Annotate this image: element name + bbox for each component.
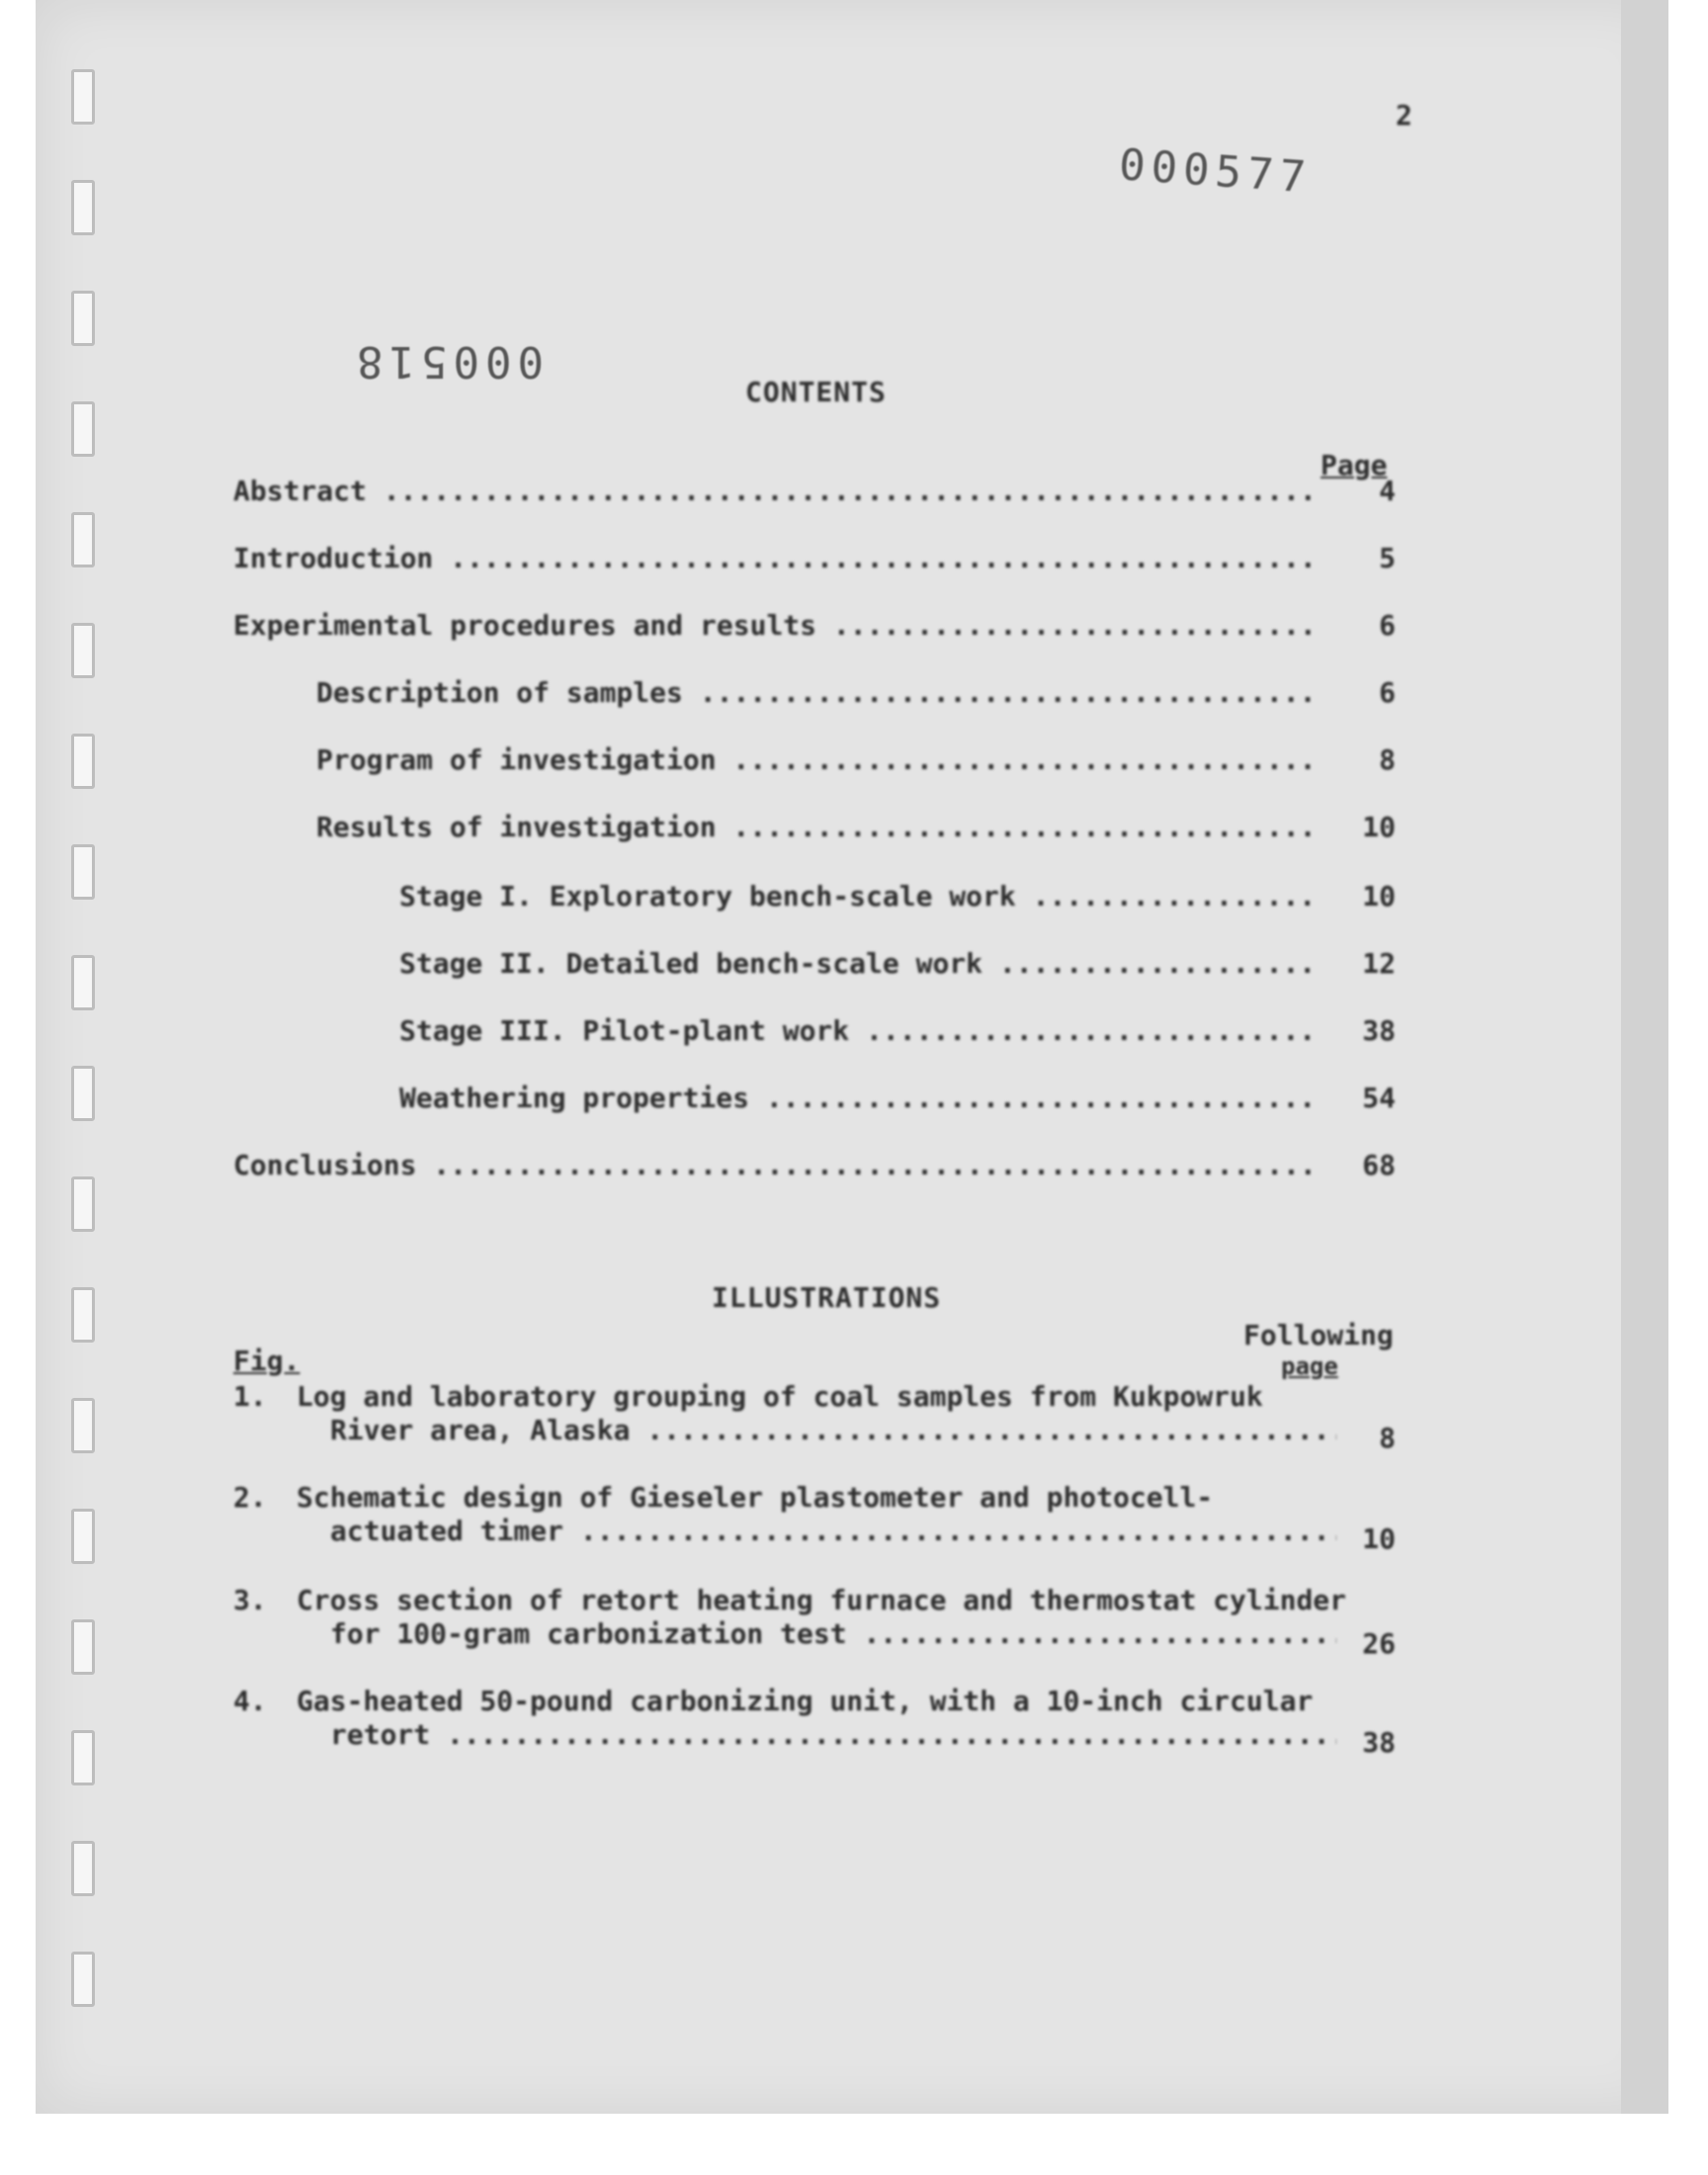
toc-entry-label: Conclusions .....	[233, 1149, 1321, 1181]
following-page-header-2: page	[1281, 1352, 1338, 1380]
figure-number: 2.	[233, 1481, 267, 1514]
binder-holes	[71, 0, 97, 2114]
binder-hole	[71, 180, 95, 235]
toc-entry	[233, 676, 1396, 716]
figure-caption-line1: Schematic design of Gieseler plastometer and photocell-	[297, 1481, 1214, 1514]
toc-entry-page: 54	[1362, 1082, 1396, 1114]
toc-entry-page: 8	[1379, 743, 1396, 776]
toc-entry-page: 12	[1362, 947, 1396, 980]
toc-entry-label: Description of samples .....	[316, 676, 1321, 709]
figure-number: 3.	[233, 1584, 267, 1616]
binder-hole	[71, 1509, 95, 1564]
binder-hole	[71, 1066, 95, 1121]
binder-hole	[71, 734, 95, 789]
figure-caption-line1: Log and laboratory grouping of coal samples from Kukpowruk	[297, 1380, 1263, 1413]
figure-caption-line2: for 100-gram carbonization test .....	[330, 1617, 1336, 1650]
following-page-header: Following	[1243, 1319, 1394, 1351]
binder-hole	[71, 69, 95, 125]
toc-entry	[233, 475, 1396, 514]
document-page	[36, 0, 1668, 2114]
toc-entry-page: 6	[1379, 676, 1396, 709]
page-column-header: Page	[1321, 449, 1388, 481]
toc-entry-label: Introduction .....	[233, 542, 1321, 574]
toc-entry-page: 10	[1362, 880, 1396, 913]
toc-entry-page: 6	[1379, 609, 1396, 642]
toc-entry	[233, 1014, 1396, 1054]
toc-entry-label: Stage I. Exploratory bench-scale work .....	[399, 880, 1321, 913]
toc-entry-label: Experimental procedures and results .....	[233, 609, 1321, 642]
binder-hole	[71, 844, 95, 900]
toc-entry	[233, 947, 1396, 987]
toc-entry-page: 68	[1362, 1149, 1396, 1181]
document-stamp: 000577	[1117, 139, 1314, 204]
binder-hole	[71, 291, 95, 346]
figure-caption-line2: River area, Alaska .....	[330, 1414, 1336, 1446]
toc-entry-label: Stage III. Pilot-plant work .....	[399, 1014, 1321, 1047]
figure-caption-line2: retort .....	[330, 1718, 1336, 1751]
toc-entry-page: 4	[1379, 475, 1396, 507]
illustrations-heading: ILLUSTRATIONS	[712, 1281, 942, 1314]
toc-entry	[233, 880, 1396, 919]
toc-entry	[233, 1082, 1396, 1121]
page-edge	[1621, 0, 1668, 2114]
figure-number: 4.	[233, 1685, 267, 1717]
document-stamp-inverted: 000518	[351, 336, 544, 387]
binder-hole	[71, 623, 95, 678]
toc-entry	[233, 542, 1396, 581]
toc-entry	[233, 811, 1396, 850]
toc-entry	[233, 1149, 1396, 1188]
figure-caption-line1: Cross section of retort heating furnace and thermostat cylinder	[297, 1584, 1347, 1616]
binder-hole	[71, 401, 95, 457]
binder-hole	[71, 955, 95, 1010]
toc-entry-label: Abstract .....	[233, 475, 1321, 507]
toc-entry-page: 5	[1379, 542, 1396, 574]
figure-page: 8	[1379, 1422, 1396, 1454]
toc-entry-label: Program of investigation .....	[316, 743, 1321, 776]
toc-entry-page: 38	[1362, 1014, 1396, 1047]
binder-hole	[71, 1619, 95, 1675]
binder-hole	[71, 1841, 95, 1896]
binder-hole	[71, 1176, 95, 1232]
toc-entry-page: 10	[1362, 811, 1396, 843]
figure-page: 26	[1362, 1627, 1396, 1660]
binder-hole	[71, 1287, 95, 1343]
toc-entry-label: Results of investigation .....	[316, 811, 1321, 843]
binder-hole	[71, 1952, 95, 2007]
toc-entry	[233, 743, 1396, 783]
page-number: 2	[1396, 99, 1412, 131]
figure-page: 10	[1362, 1522, 1396, 1555]
binder-hole	[71, 512, 95, 567]
figure-caption-line2: actuated timer .....	[330, 1515, 1336, 1547]
figure-page: 38	[1362, 1726, 1396, 1759]
binder-hole	[71, 1730, 95, 1785]
toc-entry-label: Stage II. Detailed bench-scale work .....	[399, 947, 1321, 980]
contents-heading: CONTENTS	[745, 376, 887, 408]
binder-hole	[71, 1398, 95, 1453]
figure-number: 1.	[233, 1380, 267, 1413]
toc-entry	[233, 609, 1396, 649]
figure-caption-line1: Gas-heated 50-pound carbonizing unit, with a 10-inch circular	[297, 1685, 1314, 1717]
figure-column-header: Fig.	[233, 1345, 300, 1377]
toc-entry-label: Weathering properties .....	[399, 1082, 1321, 1114]
